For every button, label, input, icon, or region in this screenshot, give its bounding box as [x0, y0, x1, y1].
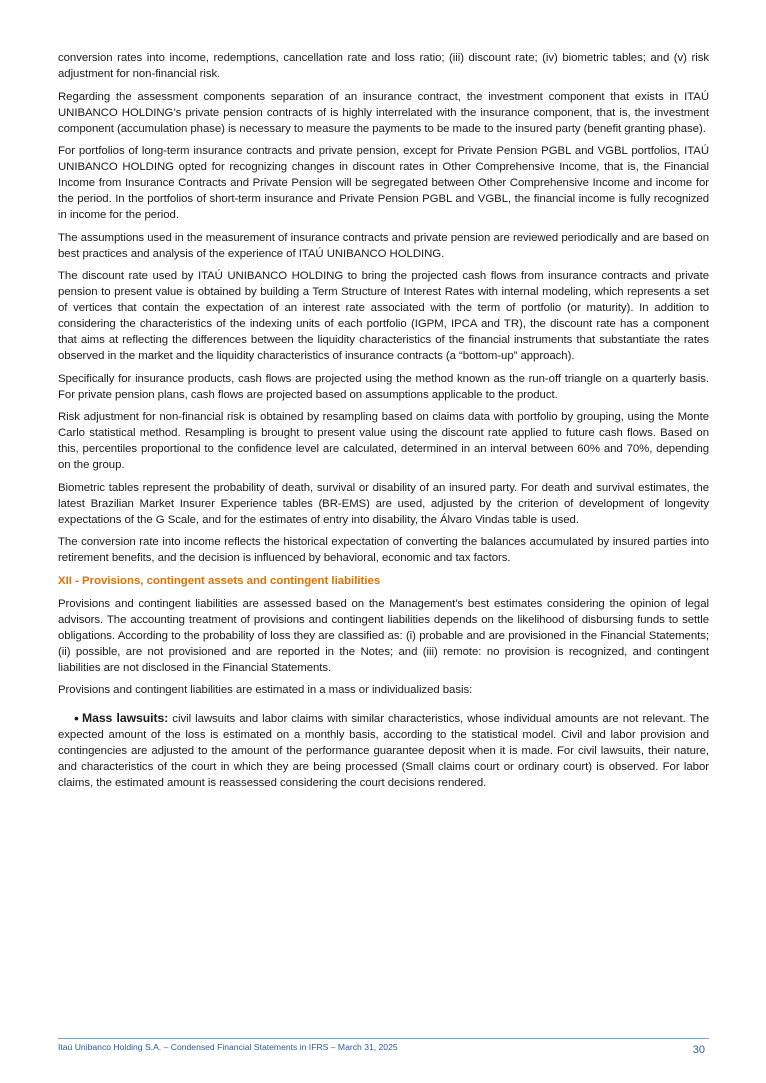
paragraph-discount-rate: The discount rate used by ITAÚ UNIBANCO HOLDING to bring the projected cash flows from insurance contracts and private pension to present value is obtained by building a Term Structure of Interest Rates with internal modeling, which represents a set of vertices that contain the expectation of an interest rate associated with the term of portfolio (or maturity). In addition to considering the characteristics of the indexing units of each portfolio (IGPM, IPCA and TR), the discount rate has a component that aims at reflecting the differences between the liquidity characteristics of the financial instruments that substantiate the rates observed in the market and the liquidity characteristics of insurance contracts (a “bottom-up” approach). — [58, 270, 709, 362]
paragraph-investment-component: Regarding the assessment components separation of an insurance contract, the investment component that exists in ITAÚ UNIBANCO HOLDING’s private pension contracts of is highly interrelated with the insurance component, that is, the investment component (accumulation phase) is necessary to measure the payments to be made to the insured party (benefit granting phase). — [58, 90, 709, 135]
bullet-mass-lawsuits — [58, 710, 709, 791]
page-footer — [58, 1038, 709, 1056]
footer-document-title: Itaú Unibanco Holding S.A. – Condensed Financial Statements in IFRS – March 31, 2025 — [58, 1042, 398, 1052]
section-heading: XII - Provisions, contingent assets and contingent liabilities — [58, 574, 381, 587]
document-body — [58, 50, 709, 798]
bullet-text: civil lawsuits and labor claims with similar characteristics, whose individual amounts are not relevant. The expected amount of the loss is estimated on a monthly basis, according to the statistical model. Civil and labor provision and contingencies are adjusted to the amount of the performance guarantee deposit when it is made. For civil lawsuits, their nature, and characteristics of the court in which they are being processed (Small claims court or ordinary court) is observed. For labor claims, the estimated amount is reassessed considering the court decisions rendered. — [58, 713, 709, 789]
paragraph-assumptions-review: The assumptions used in the measurement of insurance contracts and private pension are reviewed periodically and are based on best practices and analysis of the experience of ITAÚ UNIBANCO HOLDING. — [58, 231, 709, 260]
paragraph-biometric-tables: Biometric tables represent the probability of death, survival or disability of an insured party. For death and survival estimates, the latest Brazilian Market Insurer Experience tables (BR-EMS) are used, adjusted by the criterion of development of longevity expectations of the G Scale, and for the estimates of entry into disability, the Álvaro Vindas table is used. — [58, 481, 709, 526]
paragraph-cash-flow-projection: Specifically for insurance products, cash flows are projected using the method known as the run-off triangle on a quarterly basis. For private pension plans, cash flows are projected based on assumptions applicable to the product. — [58, 372, 709, 401]
bullet-label: Mass lawsuits: — [82, 711, 169, 725]
paragraph-estimation-basis: Provisions and contingent liabilities are estimated in a mass or individualized basis: — [58, 684, 473, 696]
paragraph-provisions-assessment: Provisions and contingent liabilities are assessed based on the Management’s best estimates considering the opinion of legal advisors. The accounting treatment of provisions and contingent liabilities depends on the likelihood of disbursing funds to settle obligations. According to the probability of loss they are classified as: (i) probable and are provisioned in the Financial Statements; (ii) possible, are not provisioned and are reported in the Notes; and (iii) remote: no provision is recognized, and contingent liabilities are not disclosed in the Financial Statements. — [58, 597, 709, 674]
page-number: 30 — [692, 1044, 705, 1056]
paragraph-discount-rate-changes: For portfolios of long-term insurance contracts and private pension, except for Private Pension PGBL and VGBL portfolios, ITAÚ UNIBANCO HOLDING opted for recognizing changes in discount rates in Other Comprehensive Income, that is, the Financial Income from Insurance Contracts and Private Pension will be segregated between Other Comprehensive Income and income for the period. In the portfolios of short-term insurance and Private Pension PGBL and VGBL, the financial income is fully recognized in income for the period. — [58, 145, 709, 221]
bullet-icon: • — [74, 710, 79, 726]
paragraph-risk-adjustment: Risk adjustment for non-financial risk is obtained by resampling based on claims data with portfolio by grouping, using the Monte Carlo statistical method. Resampling is brought to present value using the discount rate applied to future cash flows. Based on this, percentiles proportional to the confidence level are calculated, determined in an interval between 60% and 70%, depending on the group. — [58, 411, 709, 471]
paragraph-conversion-rate: The conversion rate into income reflects the historical expectation of converting the balances accumulated by insured parties into retirement benefits, and the decision is influenced by behavioral, economic and tax factors. — [58, 536, 709, 564]
paragraph-conversion-rates-continued: conversion rates into income, redemptions, cancellation rate and loss ratio; (iii) discount rate; (iv) biometric tables; and (v) risk adjustment for non-financial risk. — [58, 52, 709, 80]
